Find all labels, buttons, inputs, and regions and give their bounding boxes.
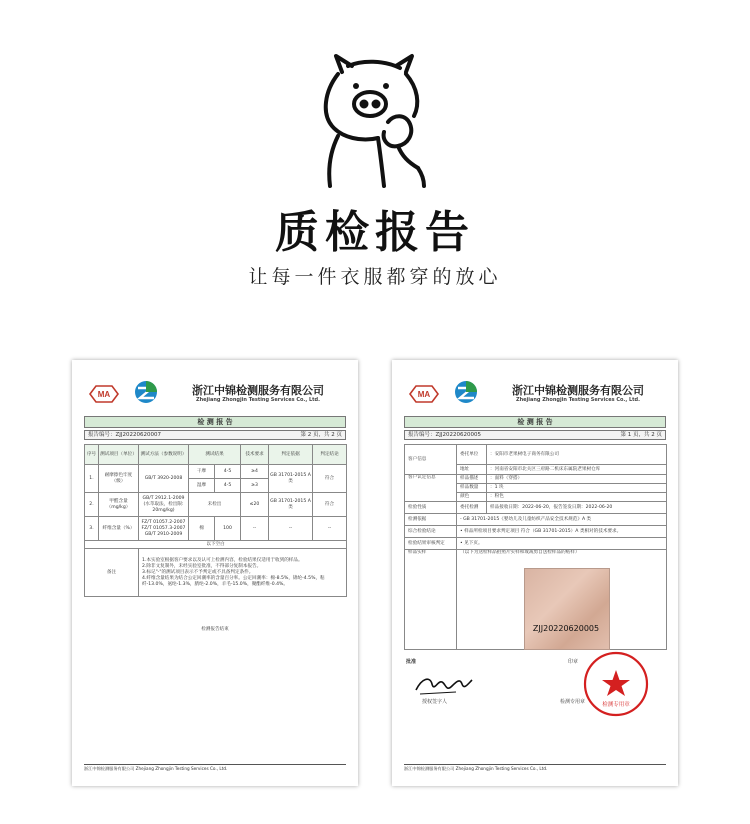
- hero-subtitle: 让每一件衣服都穿的放心: [248, 266, 502, 288]
- report-number: 报告编号：ZJJ20220620007: [88, 432, 162, 438]
- sample-label: ZJJ20220620005: [532, 624, 600, 633]
- blank-line-row: 以下空白: [85, 541, 347, 549]
- org-name-en: Zhejiang Zhongjin Testing Services Co., Ltd.: [515, 397, 641, 403]
- zj-logo-icon: [134, 380, 158, 404]
- standard-row: 检测依据 - GB 31701-2015《婴幼儿及儿童纺织产品安全技术规范》A 类: [405, 514, 667, 526]
- report-number-row: [84, 430, 346, 440]
- approver-label: 批准: [406, 659, 417, 665]
- report-footer: 浙江中锦检测服务有限公司 Zhejiang Zhongjin Testing Services Co., Ltd.: [84, 764, 346, 772]
- report-number: 报告编号：ZJJ20220620005: [408, 432, 482, 438]
- cma-logo-icon: [408, 384, 440, 404]
- report-page-1: [392, 360, 678, 786]
- seal-label: 印章: [568, 659, 579, 665]
- sample-color-row: 颜色 ：粉色: [405, 493, 667, 502]
- org-name: 浙江中锦检测服务有限公司: [192, 384, 324, 397]
- hero-title: 质检报告: [275, 207, 475, 258]
- sample-photo-row: 样品实样 （以下为送检样品拍照片实样和或裁剪自送检样品的贴样）: [405, 550, 667, 650]
- remarks-row: 备注 1.本实验室根据客户要求以及认可上检测内容，检验结果仅适用于收到的样品。 2.除非文复制外，未经实验室批准，不得部分复制本报告。 3.标记"-"的测试项目表示不予判定或不具备判定条件。 4.纤维含量结果为结合公定回潮率的含量百分率。公定回潮率：棉-8.5%，锦纶-4.5%，粘纤-13.0%，氨纶-1.3%，腈纶-2.0%，羊毛-15.0%，聚酯纤维-0.4%。: [85, 549, 347, 597]
- table-row: 3. 纤维含量（%） FZ/T 01057.2-2007 FZ/T 01057.3-2007 GB/T 2910-2009 棉 100 -- -- --: [85, 517, 347, 541]
- table-header-row: 序号 测试项目（单位） 测试方法（参数说明） 测试结果 技术要求 判定依据 判定结论: [85, 445, 347, 465]
- cma-logo-icon: [88, 384, 120, 404]
- report-header: [392, 376, 678, 412]
- signature-icon: [412, 670, 476, 698]
- seal-date-label: 检测专用章: [560, 699, 586, 705]
- sample-desc-row: 客户认定信息 样品描述 ：面料（穿搭）: [405, 475, 667, 484]
- zj-logo-icon: [454, 380, 478, 404]
- red-seal-icon: [582, 650, 650, 718]
- inspection-type-row: 检验性质 委托检测 样品接收日期：2022-06-20，报告签发日期：2022-06-20: [405, 502, 667, 514]
- conclusion-row: 综合检验结论 • 样品所检项目要求判定项目 符合（GB 31701-2015）A 类相对的技术要求。: [405, 526, 667, 538]
- report-band-title: 检 测 报 告: [84, 416, 346, 428]
- signer-label: 授权签字人: [422, 699, 448, 705]
- svg-text:检测专用章: 检测专用章: [602, 702, 630, 708]
- report-end-line: 检测报告结束: [201, 627, 229, 632]
- client-info-row: 客户信息 委托单位 ：安阳市老果树电子商务有限公司: [405, 445, 667, 465]
- org-name-en: Zhejiang Zhongjin Testing Services Co., Ltd.: [195, 397, 321, 403]
- review-row: 检验结果审核判定 • 见下页。: [405, 538, 667, 550]
- report-number-row: [404, 430, 666, 440]
- svg-text:MA: MA: [417, 390, 431, 399]
- report-page-2: [72, 360, 358, 786]
- results-table: [84, 444, 347, 597]
- fabric-sample-photo: [524, 568, 610, 650]
- page-number: 第 2 页，共 2 页: [300, 432, 342, 438]
- page-number: 第 1 页，共 2 页: [620, 432, 662, 438]
- table-row: 湿摩 4-5 ≥3: [85, 479, 347, 493]
- table-row: 2. 甲醛含量（mg/kg） GB/T 2912.1-2009 (水萃取法，检出限: 20mg/kg) 未检出 ≤20 GB 31701-2015 A类 符合: [85, 493, 347, 517]
- pig-mascot-icon: [318, 52, 430, 188]
- client-address-row: 地址 ：河南省安阳市北关区三府路二机床东属院老果树仓库: [405, 465, 667, 475]
- org-name: 浙江中锦检测服务有限公司: [512, 384, 644, 397]
- report-header: [72, 376, 358, 412]
- svg-text:MA: MA: [97, 390, 111, 399]
- report-band-title: 检 测 报 告: [404, 416, 666, 428]
- report-footer: 浙江中锦检测服务有限公司 Zhejiang Zhongjin Testing Services Co., Ltd.: [404, 764, 666, 772]
- table-row: 1. 耐摩擦色牢度（级） GB/T 3920-2008 干摩 4-5 ≥4 GB 31701-2015 A类 符合: [85, 465, 347, 479]
- sample-qty-row: 样品数量 ：1 块: [405, 484, 667, 493]
